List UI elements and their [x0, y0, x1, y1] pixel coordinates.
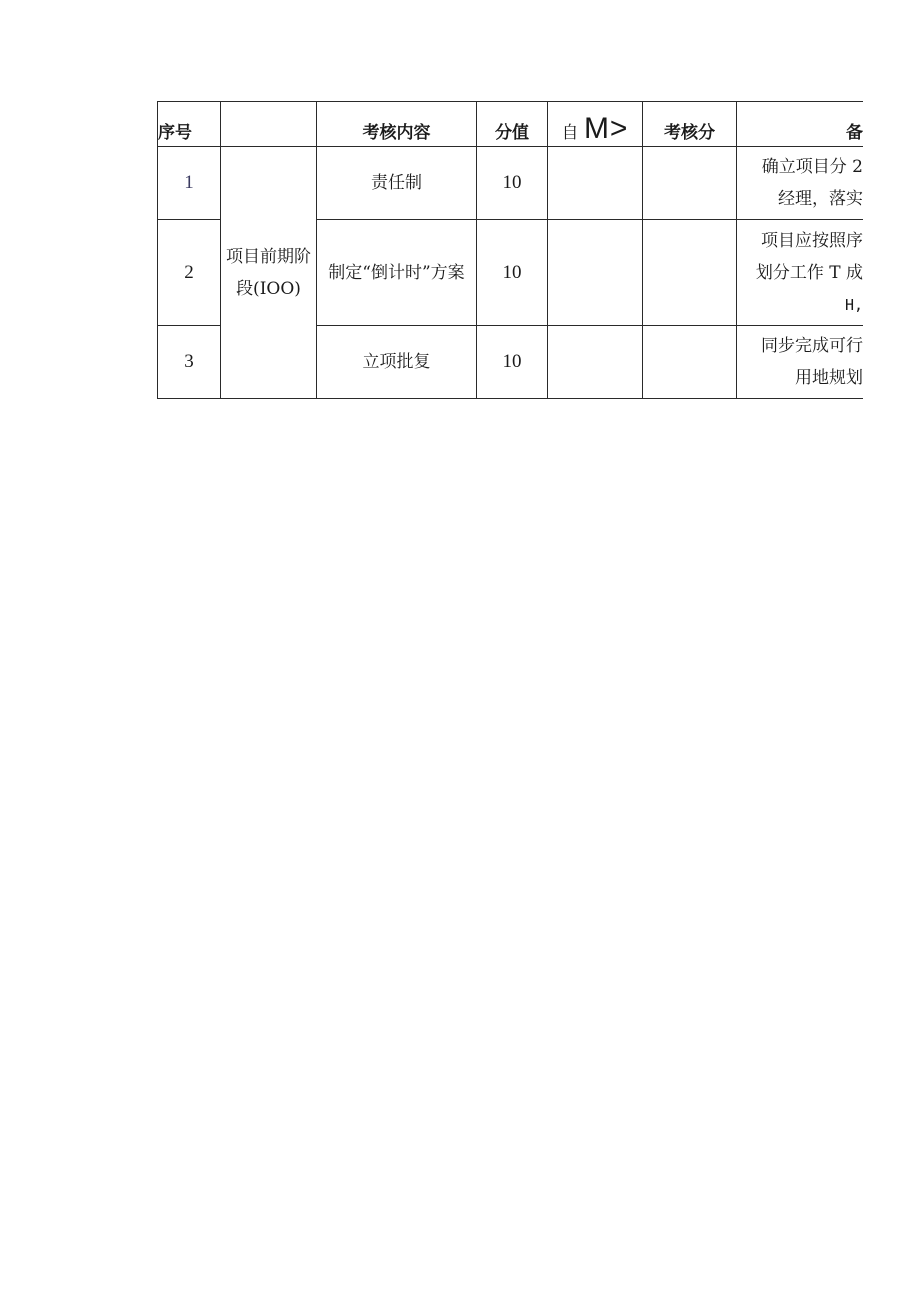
stage-label: 项目前期阶段(IOO): [226, 246, 311, 299]
header-self-score: [548, 102, 643, 147]
header-content: 考核内容: [317, 102, 477, 147]
row-self-score[interactable]: [548, 220, 643, 326]
row-self-score[interactable]: [548, 147, 643, 220]
header-review: 考核分: [643, 102, 737, 147]
header-self-prefix: 自: [561, 123, 579, 143]
assessment-table: [157, 101, 863, 399]
row-seq: 2: [158, 220, 221, 326]
note-line: 划分工作 T 成: [755, 262, 863, 283]
row-review-score[interactable]: [643, 147, 737, 220]
row-content-text: 制定“倒计时”方案: [328, 262, 465, 283]
row-self-score[interactable]: [548, 326, 643, 399]
row-seq: 3: [158, 326, 221, 399]
row-review-score[interactable]: [643, 326, 737, 399]
header-note: 备: [737, 102, 864, 147]
note-line: 用地规划: [795, 368, 863, 388]
row-review-score[interactable]: [643, 220, 737, 326]
row-note: [737, 326, 864, 399]
row-score: 10: [477, 326, 548, 399]
stage-cell: [221, 147, 317, 399]
row-note: [737, 147, 864, 220]
table-row: [158, 147, 864, 220]
header-stage: [221, 102, 317, 147]
note-line: 项目应按照序: [761, 230, 863, 251]
header-row: [158, 102, 864, 147]
note-line: 同步完成可行: [761, 336, 863, 356]
header-seq: 序号: [158, 102, 221, 147]
row-content: 立项批复: [317, 326, 477, 399]
row-seq: 1: [158, 147, 221, 220]
row-content: 责任制: [317, 147, 477, 220]
header-self-suffix: M>: [583, 112, 629, 145]
row-score: 10: [477, 220, 548, 326]
row-score: 10: [477, 147, 548, 220]
note-line: 经理，落实: [778, 189, 863, 209]
row-content: [317, 220, 477, 326]
row-note: [737, 220, 864, 326]
note-line: H,: [844, 295, 863, 314]
header-score: 分值: [477, 102, 548, 147]
assessment-sheet: [157, 101, 863, 402]
note-line: 确立项目分 2: [761, 157, 863, 177]
